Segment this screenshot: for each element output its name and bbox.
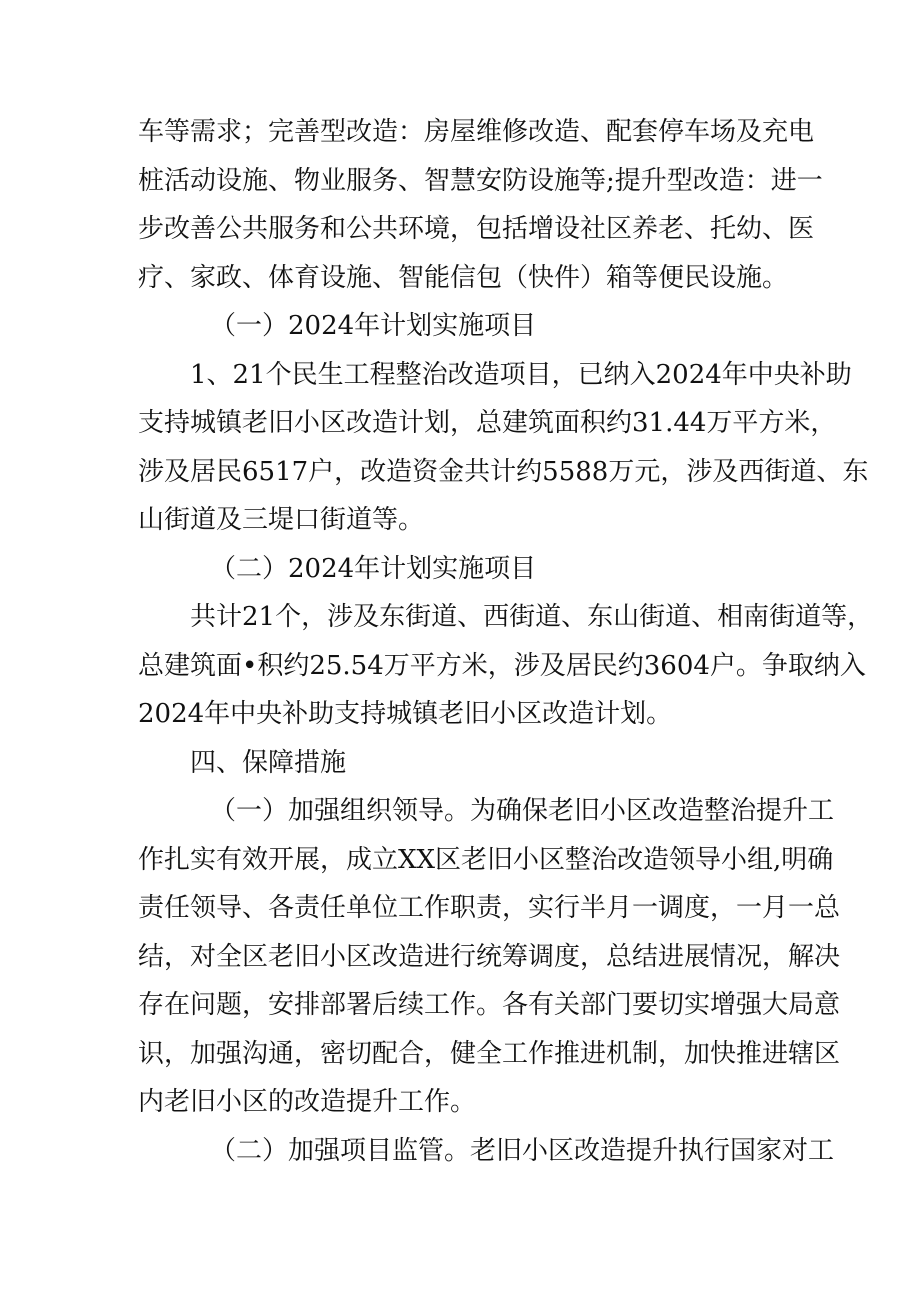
paragraph-line: 作扎实有效开展，成立XX区老旧小区整治改造领导小组,明确 xyxy=(138,844,834,875)
paragraph-line: 责任领导、各责任单位工作职责，实行半月一调度，一月一总 xyxy=(138,893,841,923)
paragraph-line: 存在问题，安排部署后续工作。各有关部门要切实增强大局意 xyxy=(138,990,841,1020)
paragraph-line: 识，加强沟通，密切配合，健全工作推进机制，加快推进辖区 xyxy=(138,1038,841,1069)
section-heading: （二）2024年计划实施项目 xyxy=(210,553,537,584)
paragraph-line: 涉及居民6517户，改造资金共计约5588万元，涉及西街道、东 xyxy=(138,456,869,487)
paragraph-line: 疗、家政、体育设施、智能信包（快件）箱等便民设施。 xyxy=(138,262,789,293)
section-heading: 四、保障措施 xyxy=(190,747,347,778)
paragraph-line: （二）加强项目监管。老旧小区改造提升执行国家对工 xyxy=(210,1135,835,1166)
paragraph-line: 总建筑面•积约25.54万平方米，涉及居民约3604户。争取纳入 xyxy=(138,650,866,681)
paragraph-line: 内老旧小区的改造提升工作。 xyxy=(138,1087,477,1117)
paragraph-line: 共计21个，涉及东街道、西街道、东山街道、相南街道等， xyxy=(190,602,874,632)
paragraph-line: 车等需求；完善型改造：房屋维修改造、配套停车场及充电 xyxy=(138,117,815,147)
paragraph-line: 2024年中央补助支持城镇老旧小区改造计划。 xyxy=(138,699,673,729)
paragraph-line: （一）加强组织领导。为确保老旧小区改造整治提升工 xyxy=(210,796,835,826)
paragraph-line: 支持城镇老旧小区改造计划，总建筑面积约31.44万平方米， xyxy=(138,408,837,438)
paragraph-line: 山街道及三堤口街道等。 xyxy=(138,505,425,535)
section-heading: （一）2024年计划实施项目 xyxy=(210,311,537,341)
document-body xyxy=(138,108,874,1175)
paragraph-line: 结，对全区老旧小区改造进行统筹调度，总结进展情况，解决 xyxy=(138,941,841,972)
paragraph-line: 1、21个民生工程整治改造项目，已纳入2024年中央补助 xyxy=(190,359,852,390)
paragraph-line: 步改善公共服务和公共环境，包括增设社区养老、托幼、医 xyxy=(138,214,815,244)
paragraph-line: 桩活动设施、物业服务、智慧安防设施等;提升型改造：进一 xyxy=(138,165,823,196)
